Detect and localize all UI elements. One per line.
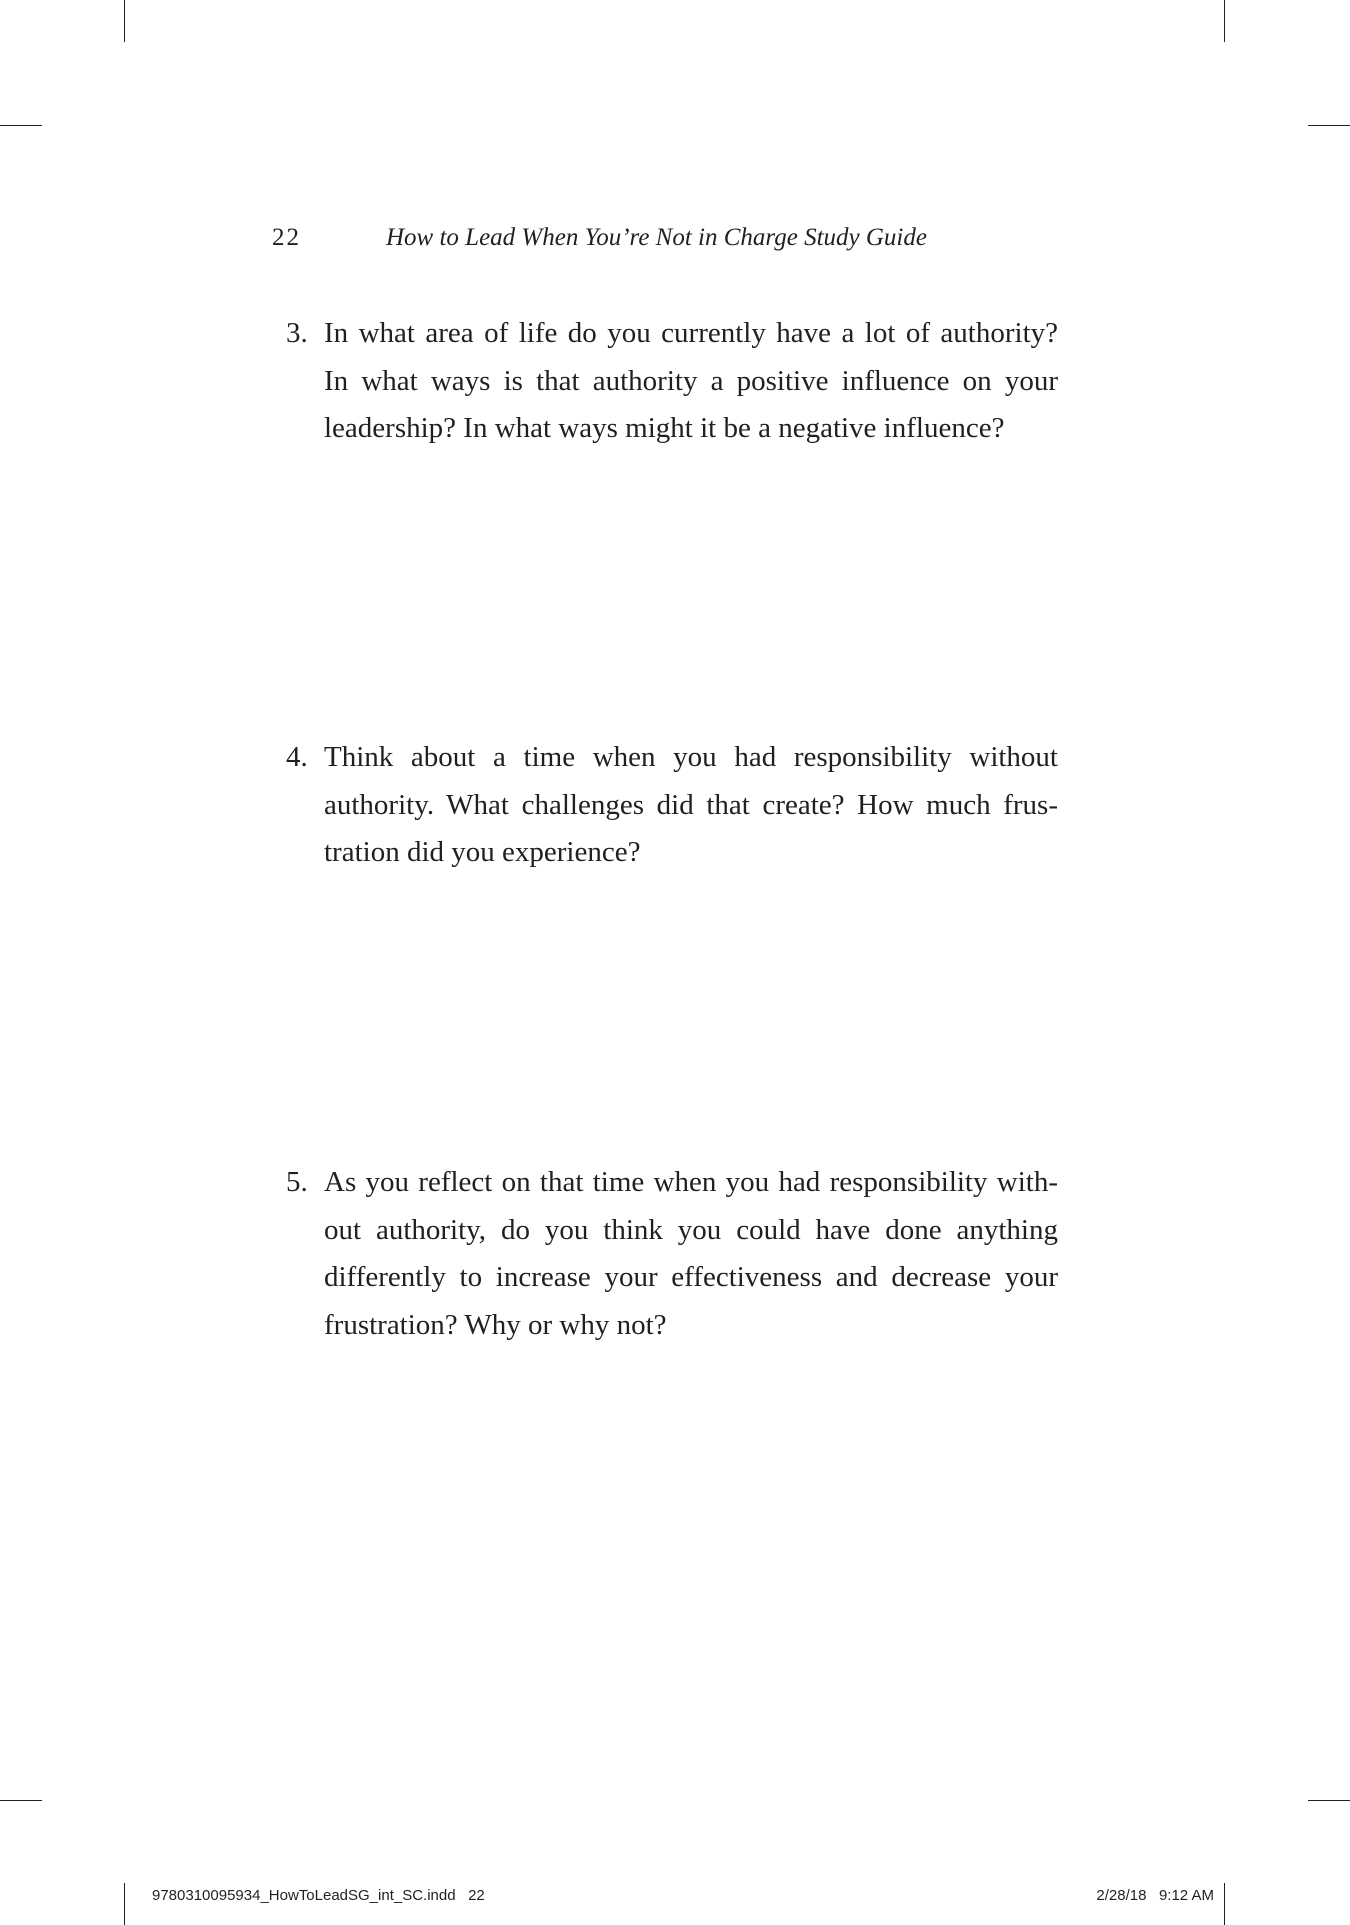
question-line: frustration? Why or why not?	[324, 1308, 667, 1341]
file-slug: 9780310095934_HowToLeadSG_int_SC.indd 22	[152, 1887, 485, 1904]
question-4	[286, 734, 1058, 877]
crop-mark-top-right	[1224, 0, 1225, 42]
crop-mark-left-upper	[0, 125, 42, 126]
crop-mark-right-upper	[1308, 125, 1350, 126]
question-3	[286, 310, 1058, 453]
question-line: differently to increase your effectiveness and decrease your	[324, 1261, 1058, 1293]
question-line: leadership? In what ways might it be a negative influence?	[324, 412, 1005, 444]
question-line: out authority, do you think you could have done anything	[324, 1213, 1058, 1246]
question-text	[324, 1159, 1058, 1349]
question-line: Think about a time when you had responsibility without	[324, 741, 1058, 773]
question-line: In what area of life do you currently have a lot of authority?	[324, 317, 1058, 349]
crop-mark-left-lower	[0, 1800, 42, 1801]
question-line: authority. What challenges did that create? How much frus-	[324, 788, 1058, 821]
question-5	[286, 1159, 1058, 1349]
page-number: 22	[272, 224, 301, 251]
question-number: 4.	[286, 741, 308, 773]
question-text	[324, 734, 1058, 877]
crop-mark-top-left	[124, 0, 125, 42]
crop-mark-bottom-right	[1224, 1883, 1225, 1925]
running-head	[272, 218, 1052, 258]
print-timestamp: 2/28/18 9:12 AM	[1096, 1887, 1214, 1904]
book-title: How to Lead When You’re Not in Charge Study Guide	[386, 224, 927, 251]
question-line: As you reflect on that time when you had responsibility with-	[324, 1166, 1058, 1198]
question-number: 5.	[286, 1166, 308, 1198]
question-text	[324, 310, 1058, 453]
crop-mark-right-lower	[1308, 1800, 1350, 1801]
crop-mark-bottom-left	[124, 1883, 125, 1925]
question-line: tration did you experience?	[324, 836, 641, 868]
question-number: 3.	[286, 317, 308, 349]
question-line: In what ways is that authority a positive influence on your	[324, 364, 1058, 397]
